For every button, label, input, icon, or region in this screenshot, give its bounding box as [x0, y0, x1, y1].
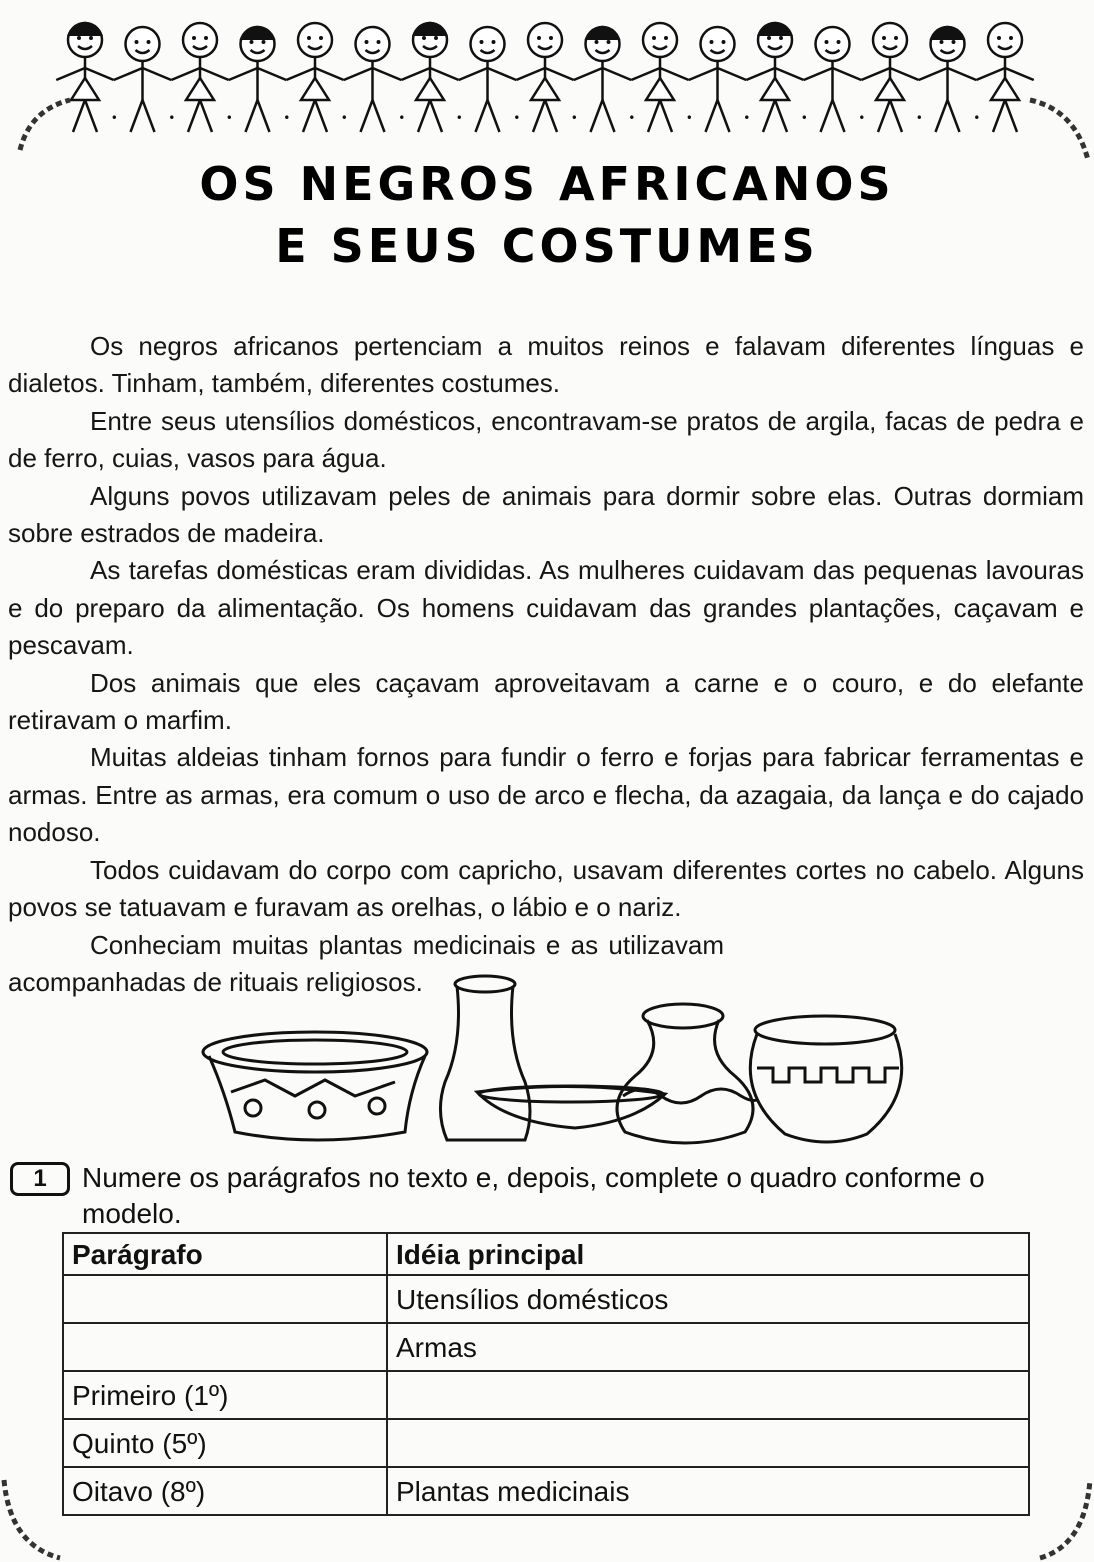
- paragraph-8: Conheciam muitas plantas medicinais e as utilizavam acompanhadas de rituais religiosos.: [8, 929, 724, 997]
- child-figure: [516, 23, 574, 132]
- child-figure: [344, 27, 402, 132]
- answer-table: [62, 1232, 1030, 1516]
- child-figure: [114, 27, 172, 132]
- children-holding-hands-illustration: [0, 0, 1094, 150]
- table-cell-paragraph[interactable]: [63, 1323, 387, 1371]
- dot-decoration: •: [858, 111, 866, 125]
- table-cell-paragraph: Oitavo (8º): [63, 1467, 387, 1515]
- child-figure: [56, 23, 114, 132]
- table-cell-main-idea: Armas: [387, 1323, 1029, 1371]
- dot-decoration: •: [513, 111, 521, 125]
- child-figure: [229, 27, 287, 132]
- exercise-1: [10, 1160, 1084, 1232]
- table-cell-paragraph: Quinto (5º): [63, 1419, 387, 1467]
- paragraph-1: Os negros africanos pertenciam a muitos reinos e falavam diferentes línguas e dialetos. Tinham, também, diferentes costumes.: [8, 331, 1084, 399]
- paragraph-3: Alguns povos utilizavam peles de animais para dormir sobre elas. Outras dormiam sobre estrados de madeira.: [8, 480, 1084, 549]
- column-header-paragraph: Parágrafo: [63, 1233, 387, 1275]
- child-figure: [631, 23, 689, 132]
- exercise-instruction: Numere os parágrafos no texto e, depois, complete o quadro conforme o modelo.: [82, 1162, 985, 1229]
- child-figure: [401, 23, 459, 132]
- child-figure: [746, 23, 804, 132]
- table-row: [63, 1467, 1029, 1515]
- dot-decoration: •: [283, 111, 291, 125]
- dot-decoration: •: [628, 111, 636, 125]
- child-figure: [459, 27, 517, 132]
- body-text: [8, 328, 1084, 1001]
- table-row: [63, 1419, 1029, 1467]
- child-figure: [689, 27, 747, 132]
- child-figure: [171, 23, 229, 132]
- dot-decoration: •: [455, 111, 463, 125]
- dot-decoration: •: [340, 111, 348, 125]
- paragraph-5: Dos animais que eles caçavam aproveitavam a carne e o couro, e do elefante retiravam o marfim.: [8, 667, 1084, 736]
- child-figure: [919, 27, 977, 132]
- exercise-number-badge: 1: [10, 1162, 70, 1196]
- dot-decoration: •: [110, 111, 118, 125]
- dot-decoration: •: [915, 111, 923, 125]
- african-pottery-illustration: [195, 972, 925, 1152]
- child-figure: [861, 23, 919, 132]
- dot-decoration: •: [685, 111, 693, 125]
- child-figure: [804, 27, 862, 132]
- table-row: [63, 1371, 1029, 1419]
- page-title-line-2: E SEUS COSTUMES: [275, 219, 819, 273]
- paragraph-4: As tarefas domésticas eram divididas. As mulheres cuidavam das pequenas lavouras e do preparo da alimentação. Os homens cuidavam das grandes plantações, caçavam e pescavam.: [8, 555, 1084, 661]
- dot-decoration: •: [168, 111, 176, 125]
- dot-decoration: •: [570, 111, 578, 125]
- table-cell-main-idea[interactable]: [387, 1419, 1029, 1467]
- page-title-line-1: OS NEGROS AFRICANOS: [199, 157, 895, 211]
- table-cell-main-idea: Utensílios domésticos: [387, 1275, 1029, 1323]
- table-row: [63, 1275, 1029, 1323]
- child-figure: [976, 23, 1034, 132]
- child-figure: [574, 27, 632, 132]
- dot-decoration: •: [743, 111, 751, 125]
- table-row: [63, 1323, 1029, 1371]
- table-cell-paragraph: Primeiro (1º): [63, 1371, 387, 1419]
- column-header-main-idea: Idéia principal: [387, 1233, 1029, 1275]
- table-header-row: [63, 1233, 1029, 1275]
- dot-decoration: •: [800, 111, 808, 125]
- paragraph-6: Muitas aldeias tinham fornos para fundir o ferro e forjas para fabricar ferramentas e armas. Entre as armas, era comum o uso de arco e flecha, da azagaia, da lança e do cajado nodoso.: [8, 742, 1084, 848]
- dot-decoration: •: [225, 111, 233, 125]
- child-figure: [286, 23, 344, 132]
- table-cell-paragraph[interactable]: [63, 1275, 387, 1323]
- table-cell-main-idea: Plantas medicinais: [387, 1467, 1029, 1515]
- paragraph-7: Todos cuidavam do corpo com capricho, usavam diferentes cortes no cabelo. Alguns povos se tatuavam e furavam as orelhas, o lábio e o nariz.: [8, 854, 1084, 923]
- dot-decoration: •: [973, 111, 981, 125]
- paragraph-2: Entre seus utensílios domésticos, encontravam-se pratos de argila, facas de pedra e de ferro, cuias, vasos para água.: [8, 405, 1084, 474]
- table-cell-main-idea[interactable]: [387, 1371, 1029, 1419]
- dot-decoration: •: [398, 111, 406, 125]
